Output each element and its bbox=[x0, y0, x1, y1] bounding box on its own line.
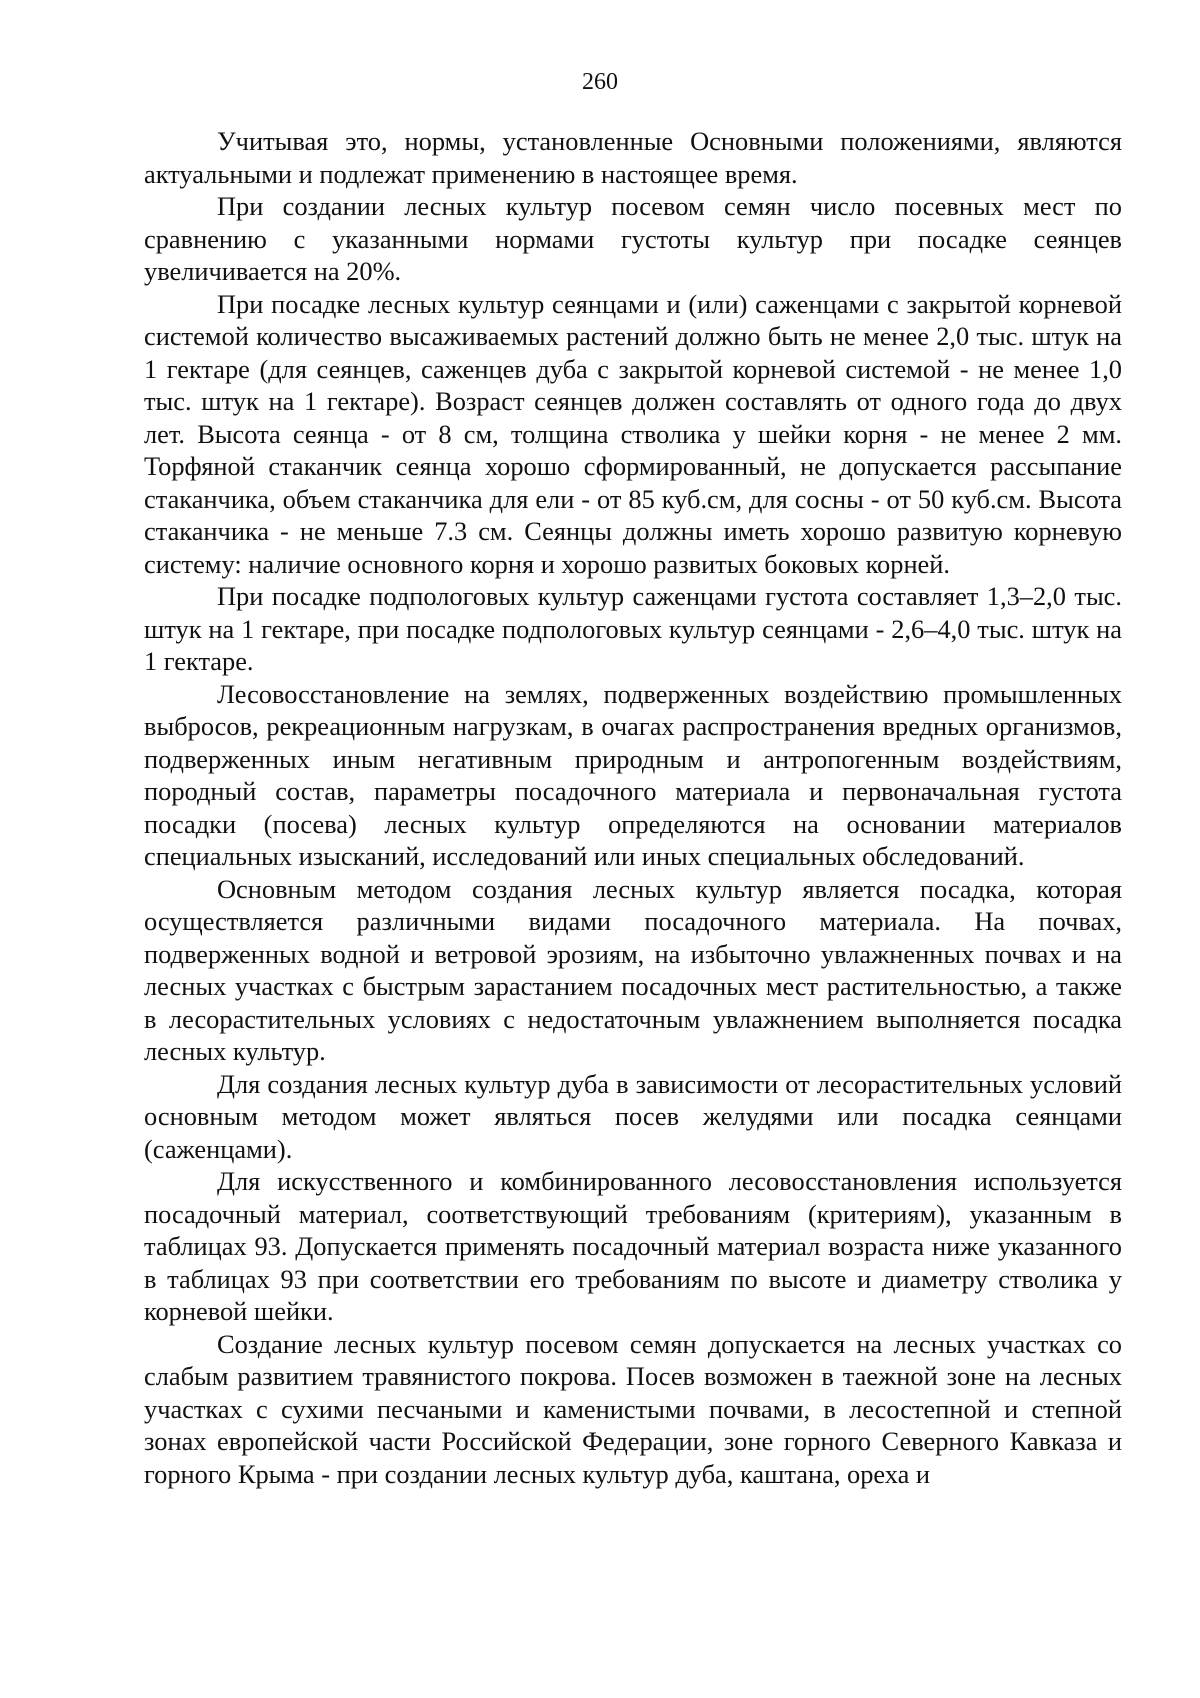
paragraph: Для искусственного и комбинированного лесовосстановления используется посадочный материал, соответствующий требованиям (критериям), указанным в таблицах 93. Допускается применять посадочный материал возраста ниже указанного в таблицах 93 при соответствии его требованиям по высоте и диаметру стволика у корневой шейки. bbox=[144, 1166, 1122, 1326]
paragraph: При посадке подпологовых культур саженцами густота составляет 1,3–2,0 тыс. штук на 1 гектаре, при посадке подпологовых культур сеянцами - 2,6–4,0 тыс. штук на 1 гектаре. bbox=[144, 581, 1122, 676]
paragraph: При посадке лесных культур сеянцами и (или) саженцами с закрытой корневой системой количество высаживаемых растений должно быть не менее 2,0 тыс. штук на 1 гектаре (для сеянцев, саженцев дуба с закрытой корневой системой - не менее 1,0 тыс. штук на 1 гектаре). Возраст сеянцев должен составлять от одного года до двух лет. Высота сеянца - от 8 см, толщина стволика у шейки корня - не менее 2 мм. Торфяной стаканчик сеянца хорошо сформированный, не допускается рассыпание стаканчика, объем стаканчика для ели - от 85 куб.см, для сосны - от 50 куб.см. Высота стаканчика - не меньше 7.3 см. Сеянцы должны иметь хорошо развитую корневую систему: наличие основного корня и хорошо развитых боковых корней. bbox=[144, 288, 1122, 579]
paragraph: При создании лесных культур посевом семян число посевных мест по сравнению с указанными нормами густоты культур при посадке сеянцев увеличивается на 20%. bbox=[144, 191, 1122, 286]
paragraph: Создание лесных культур посевом семян допускается на лесных участках со слабым развитием травянистого покрова. Посев возможен в таежной зоне на лесных участках с сухими песчаными и каменистыми почвами, в лесостепной и степной зонах европейской части Российской Федерации, зоне горного Северного Кавказа и горного Крыма - при создании лесных культур дуба, каштана, ореха и bbox=[144, 1328, 1122, 1489]
body-text bbox=[144, 125, 1122, 1490]
paragraph: Основным методом создания лесных культур является посадка, которая осуществляется различными видами посадочного материала. На почвах, подверженных водной и ветровой эрозиям, на избыточно увлажненных почвах и на лесных участках с быстрым зарастанием посадочных мест растительностью, а также в лесорастительных условиях с недостаточным увлажнением выполняется посадка лесных культур. bbox=[144, 873, 1122, 1066]
page-number: 260 bbox=[582, 69, 618, 95]
paragraph: Лесовосстановление на землях, подверженных воздействию промышленных выбросов, рекреационным нагрузкам, в очагах распространения вредных организмов, подверженных иным негативным природным и антропогенным воздействиям, породный состав, параметры посадочного материала и первоначальная густота посадки (посева) лесных культур определяются на основании материалов специальных изысканий, исследований или иных специальных обследований. bbox=[144, 678, 1122, 871]
paragraph: Для создания лесных культур дуба в зависимости от лесорастительных условий основным методом может являться посев желудями или посадка сеянцами (саженцами). bbox=[144, 1068, 1122, 1164]
paragraph: Учитывая это, нормы, установленные Основными положениями, являются актуальными и подлежат применению в настоящее время. bbox=[144, 126, 1122, 189]
